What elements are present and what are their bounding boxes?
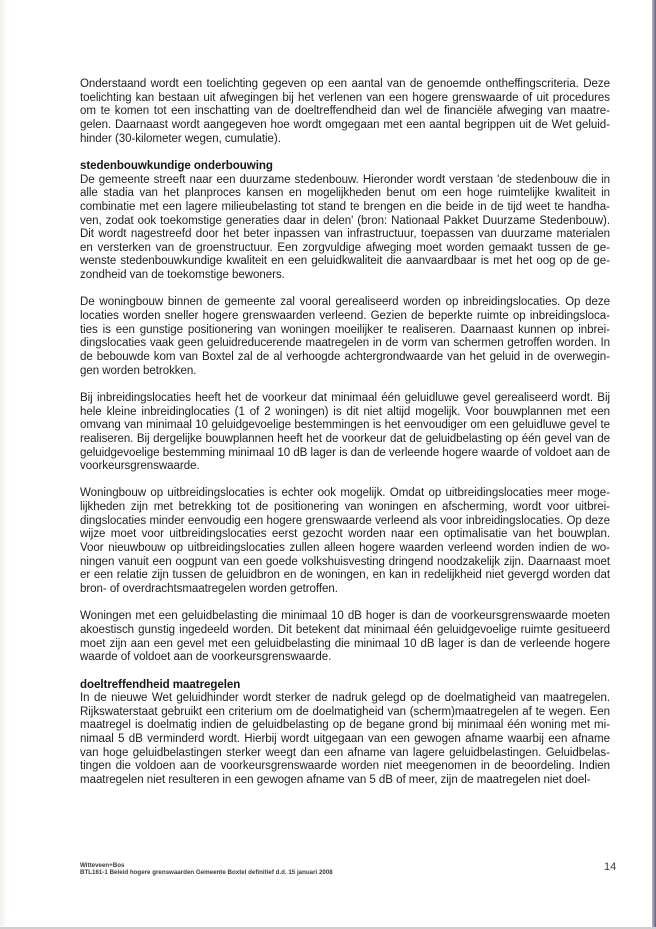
page-number: 14 [604,861,617,873]
intro-paragraph: Onderstaand wordt een toelichting gegeven op een aantal van de genoemde ontheffingscriteria. Deze toelichting kan bestaan uit afwegingen bij het verlenen van een hogere grenswaarde of uit procedures om te komen tot een inschatting van de doeltreffendheid dan wel de financiële afweging van maatregelen. Daarnaast wordt aangegeven hoe wordt omgegaan met een aantal begrippen uit de Wet geluidhinder (30-kilometer wegen, cumulatie). [80,78,610,145]
section1-paragraph-4: Woningbouw op uitbreidingslocaties is echter ook mogelijk. Omdat op uitbreidingslocaties meer mogelijkheden zijn met betrekking tot de positionering van woningen en afscherming, wordt voor uitbreidingslocaties minder eenvoudig een hogere grenswaarde verleend als voor inbreidingslocaties. Op deze wijze moet voor uitbreidingslocaties eerst gezocht worden naar een optimalisatie van het bouwplan. Voor nieuwbouw op uitbreidingslocaties zullen alleen hogere waarden verleend worden indien de woningen vanuit een oogpunt van een goede volkshuisvesting dringend noodzakelijk zijn. Daarnaast moet er een relatie zijn tussen de geluidbron en de woningen, en kan in redelijkheid niet gevergd worden dat bron- of overdrachtsmaatregelen worden getroffen. [80,487,610,596]
section-heading-doeltreffendheid-maatregelen: doeltreffendheid maatregelen [80,678,241,691]
footer-reference: BTL161-1 Beleid hogere grenswaarden Gemeente Boxtel definitief d.d. 15 januari 2008 [80,869,333,877]
scan-edge-right [652,0,656,929]
footer-company: Witteveen+Bos [80,862,125,869]
document-body [80,78,610,788]
section1-paragraph-1: De gemeente streeft naar een duurzame stedenbouw. Hieronder wordt verstaan 'de stedenbouw die in alle stadia van het planproces kansen en mogelijkheden benut om een hoge ruimtelijke kwaliteit in combinatie met een lagere milieubelasting tot stand te brengen en die beide in de tijd weet te handhaven, zodat ook toekomstige generaties daar in delen' (bron: Nationaal Pakket Duurzame Stedenbouw). Dit wordt nagestreefd door het beter inpassen van infrastructuur, toepassen van duurzame materialen en versterken van de groenstructuur. Een zorgvuldige afweging moet worden gemaakt tussen de gewenste stedenbouwkundige kwaliteit en een geluidkwaliteit die aanvaardbaar is met het oog op de gezondheid van de toekomstige bewoners. [80,173,610,282]
page-footer [80,862,333,877]
section1-paragraph-2: De woningbouw binnen de gemeente zal vooral gerealiseerd worden op inbreidingslocaties. Op deze locaties worden sneller hogere grenswaarden verleend. Gezien de beperkte ruimte op inbreidingslocaties is een gunstige positionering van woningen moeilijker te realiseren. Daarnaast kunnen op inbreidingslocaties vaak geen geluidreducerende maatregelen in de vorm van schermen getroffen worden. In de bebouwde kom van Boxtel zal de al verhoogde achtergrondwaarde van het geluid in de overwegingen worden betrokken. [80,296,610,377]
section2-paragraph-1: In de nieuwe Wet geluidhinder wordt sterker de nadruk gelegd op de doelmatigheid van maatregelen. Rijkswaterstaat gebruikt een criterium om de doelmatigheid van (scherm)maatregelen af te wegen. Een maatregel is doelmatig indien de geluidbelasting op de begane grond bij minimaal één woning met minimaal 5 dB verminderd wordt. Hierbij wordt uitgegaan van een gewogen afname waarbij een afname van hoge geluidbelastingen sterker weegt dan een afname van lagere geluidbelastingen. Geluidbelastingen die voldoen aan de voorkeursgrenswaarde worden niet meegenomen in de beoordeling. Indien maatregelen niet resulteren in een gewogen afname van 5 dB of meer, zijn de maatregelen niet doel- [80,692,610,787]
scan-edge-left [0,0,6,929]
section-heading-stedenbouwkundige-onderbouwing: stedenbouwkundige onderbouwing [80,159,273,172]
section1-paragraph-3: Bij inbreidingslocaties heeft het de voorkeur dat minimaal één geluidluwe gevel gerealiseerd wordt. Bij hele kleine inbreidinglocaties (1 of 2 woningen) is dit niet altijd mogelijk. Voor bouwplannen met een omvang van minimaal 10 geluidgevoelige bestemmingen is het eenvoudiger om een geluidluwe gevel te realiseren. Bij dergelijke bouwplannen heeft het de voorkeur dat de geluidbelasting op één gevel van de geluidgevoelige bestemming minimaal 10 dB lager is dan de verleende hogere waarde of voldoet aan de voorkeursgrenswaarde. [80,391,610,473]
section1-paragraph-5: Woningen met een geluidbelasting die minimaal 10 dB hoger is dan de voorkeursgrenswaarde moeten akoestisch gunstig ingedeeld worden. Dit betekent dat minimaal één geluidgevoelige ruimte gesitueerd moet zijn aan een gevel met een geluidbelasting die minimaal 10 dB lager is dan de verleende hogere waarde of voldoet aan de voorkeursgrenswaarde. [80,610,610,664]
